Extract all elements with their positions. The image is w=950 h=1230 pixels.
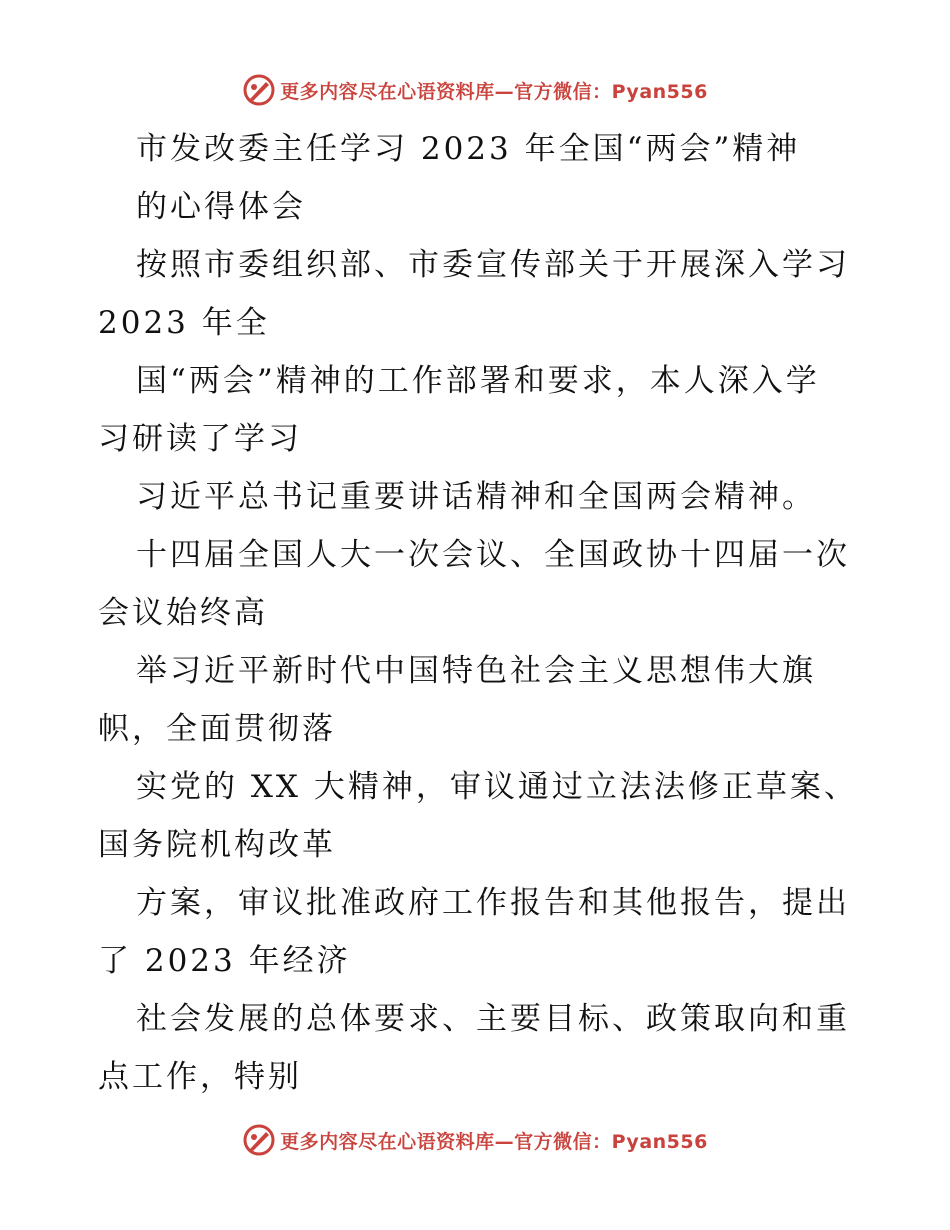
paragraph-line-continued: 帜，全面贯彻落 (98, 711, 336, 747)
paragraph (98, 352, 858, 468)
paragraph-line: 实党的 XX 大精神，审议通过立法法修正草案、 (136, 769, 858, 805)
paragraph-line: 市发改委主任学习 2023 年全国“两会”精神 (136, 131, 801, 167)
footer-watermark (0, 1120, 950, 1160)
paragraph-line: 按照市委组织部、市委宣传部关于开展深入学习 (136, 247, 850, 283)
paragraph (98, 236, 858, 352)
paragraph-line: 方案，审议批准政府工作报告和其他报告，提出 (136, 885, 850, 921)
paragraph (98, 874, 858, 990)
header-watermark (0, 70, 950, 110)
paragraph-line: 举习近平新时代中国特色社会主义思想伟大旗 (136, 653, 816, 689)
paragraph-line-continued: 国务院机构改革 (98, 827, 336, 863)
paragraph (98, 758, 858, 874)
paragraph (98, 642, 858, 758)
paragraph-line: 十四届全国人大一次会议、全国政协十四届一次 (136, 537, 850, 573)
document-title (98, 120, 858, 236)
paragraph (98, 526, 858, 642)
watermark-text: 更多内容尽在心语资料库—官方微信：Pyan556 (280, 80, 708, 103)
paragraph-line: 国“两会”精神的工作部署和要求，本人深入学 (136, 363, 820, 399)
document-body (98, 120, 858, 1106)
paragraph (98, 990, 858, 1106)
watermark-text: 更多内容尽在心语资料库—官方微信：Pyan556 (280, 1130, 708, 1153)
paragraph (98, 468, 858, 526)
paragraph-line-continued: 习研读了学习 (98, 421, 302, 457)
paragraph-line-continued: 的心得体会 (136, 189, 306, 225)
paragraph-line-continued: 会议始终高 (98, 595, 268, 631)
paragraph-line: 习近平总书记重要讲话精神和全国两会精神。 (136, 479, 816, 515)
paragraph-line-continued: 了 2023 年经济 (98, 943, 351, 979)
paragraph-line-continued: 点工作，特别 (98, 1059, 302, 1095)
paragraph-line: 社会发展的总体要求、主要目标、政策取向和重 (136, 1001, 850, 1037)
quill-logo-icon (242, 73, 276, 107)
paragraph-line-continued: 2023 年全 (98, 305, 270, 341)
quill-logo-icon (242, 1123, 276, 1157)
